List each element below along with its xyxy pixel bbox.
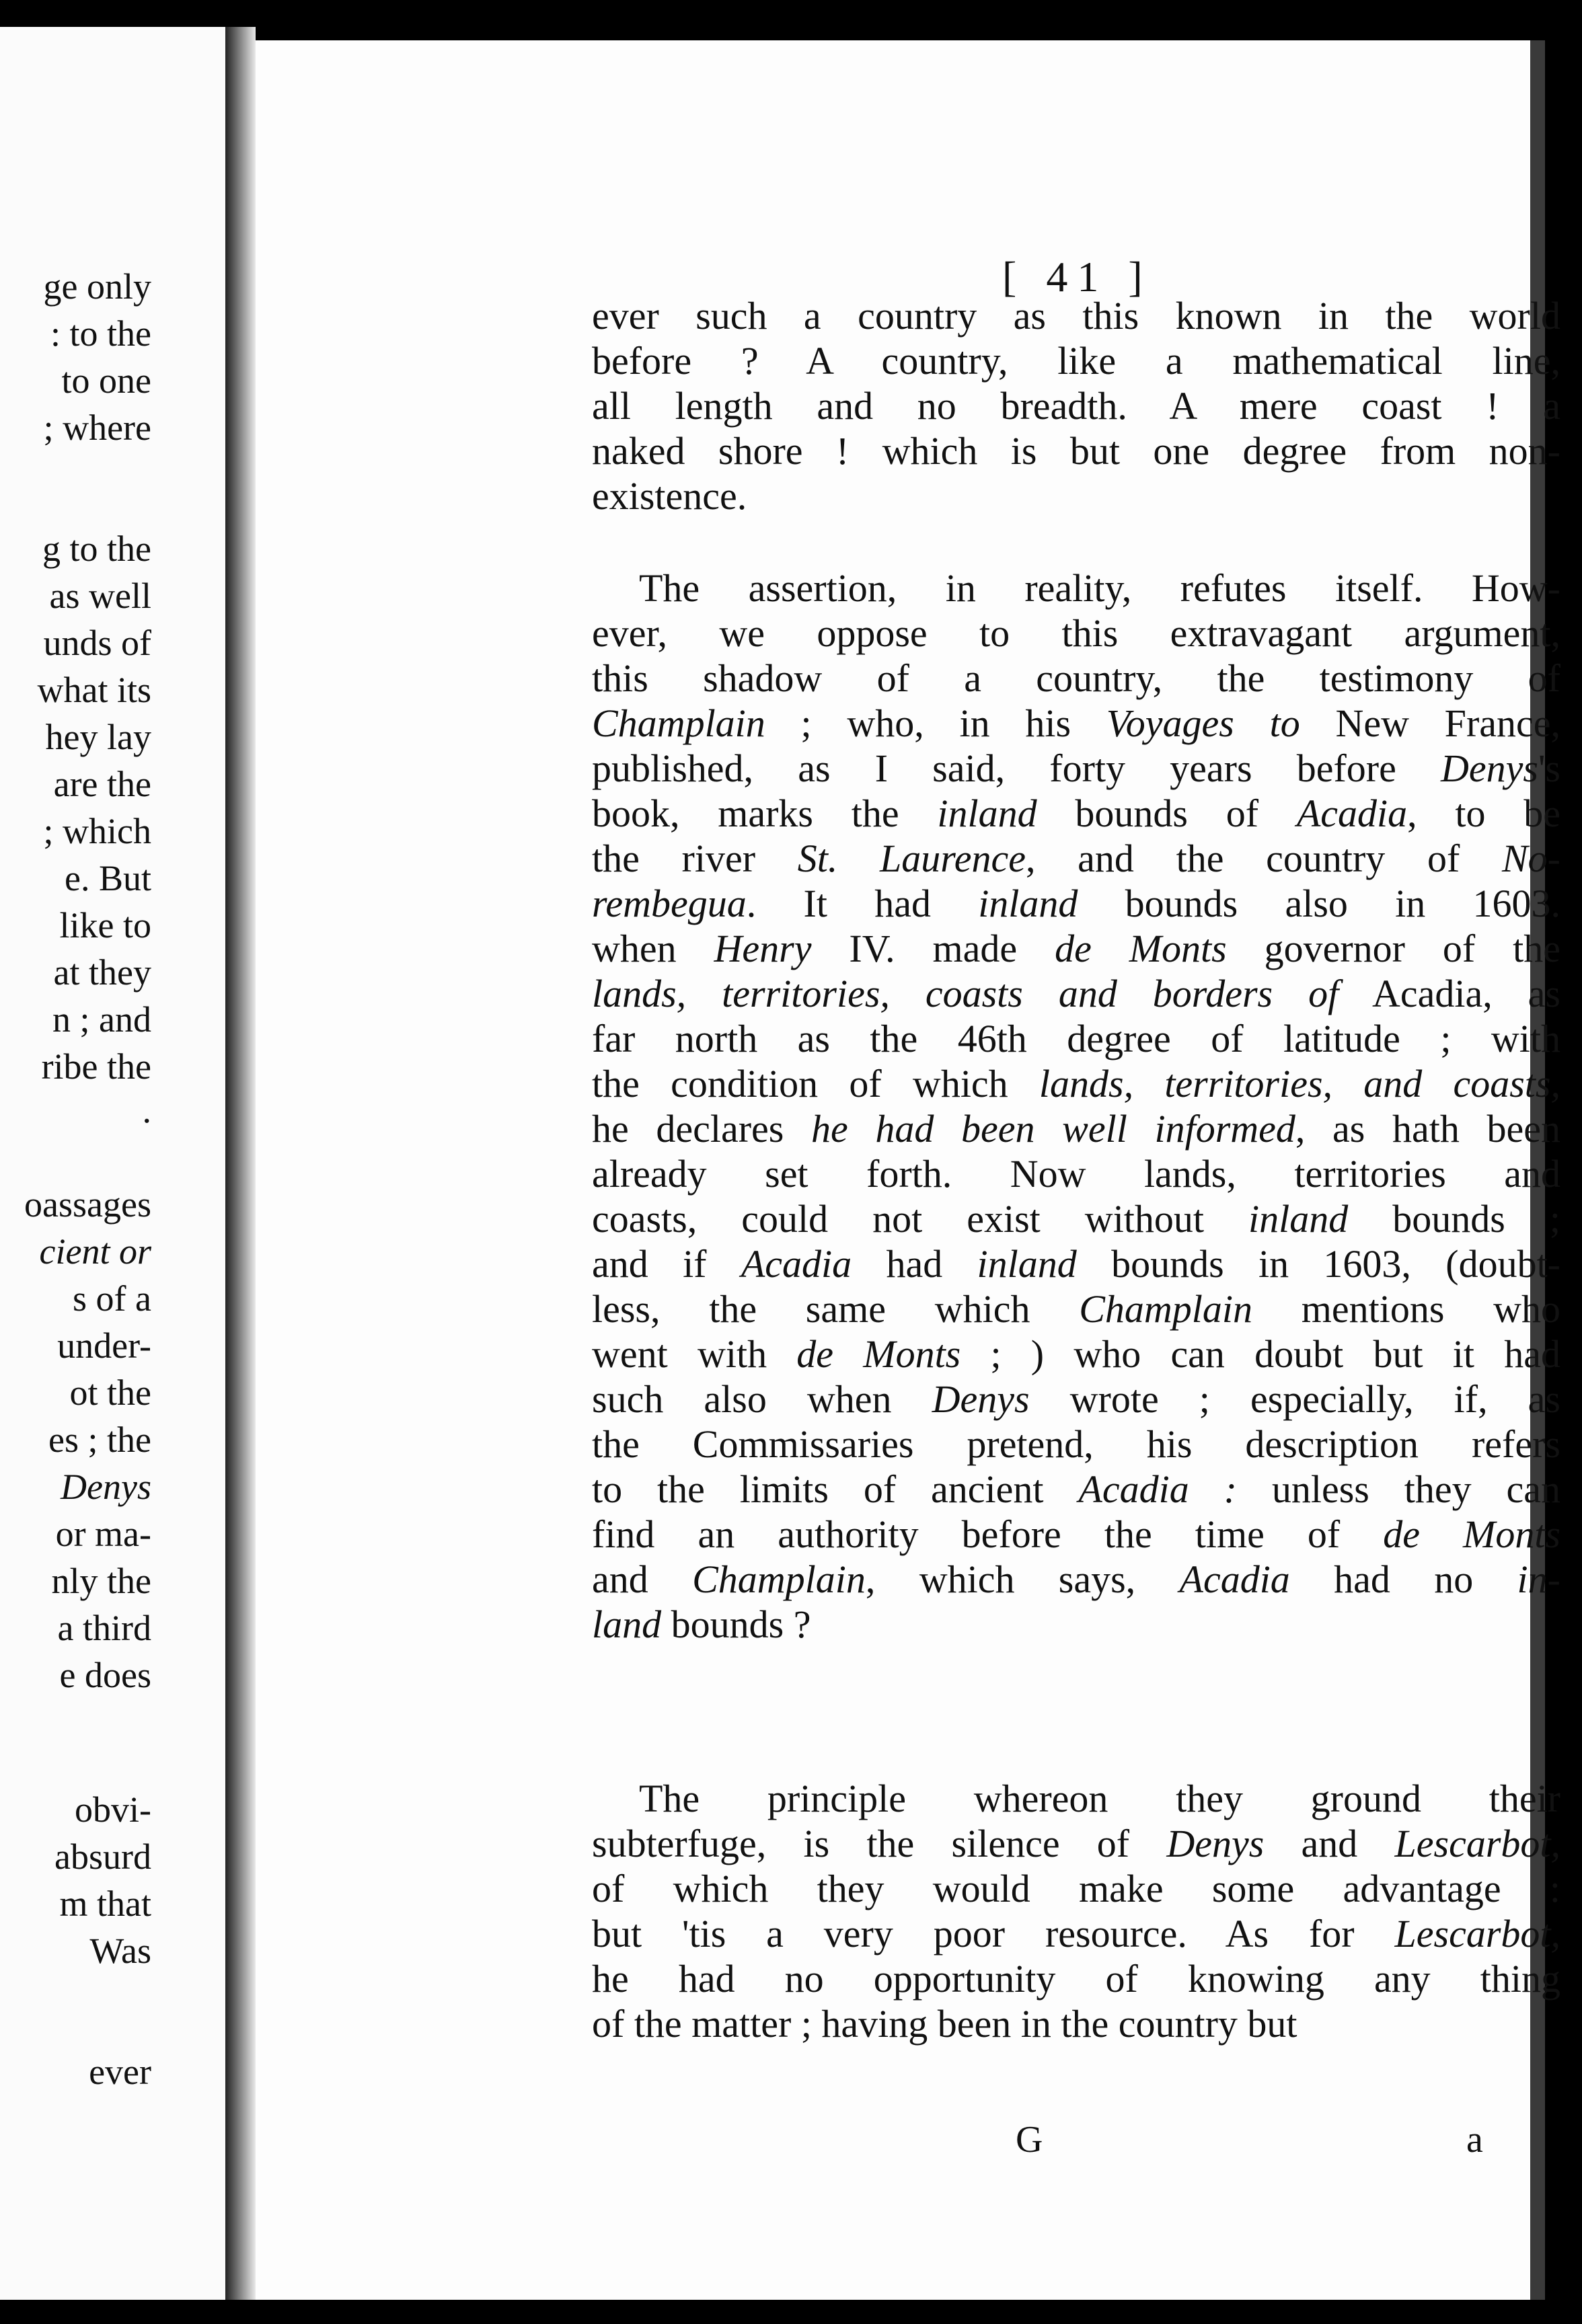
previous-page-line: e. But — [65, 858, 151, 898]
body-line: of the matter ; having been in the country but — [592, 2002, 1297, 2046]
body-line: he had no opportunity of knowing any thing — [592, 1957, 1560, 2001]
body-line: this shadow of a country, the testimony of — [592, 656, 1560, 700]
body-line: land bounds ? — [592, 1602, 811, 1646]
body-line: find an authority before the time of de Monts — [592, 1512, 1560, 1556]
body-line: the Commissaries pretend, his description refers — [592, 1422, 1560, 1466]
body-line: less, the same which Champlain mentions who — [592, 1287, 1560, 1331]
body-line: The assertion, in reality, refutes itself. How- — [639, 566, 1560, 610]
previous-page-line: are the — [53, 764, 151, 804]
previous-page-line: unds of — [43, 623, 151, 663]
previous-page-line: Was — [89, 1931, 151, 1971]
body-line: but 'tis a very poor resource. As for Lescarbot, — [592, 1912, 1560, 1955]
body-line: lands, territories, coasts and borders of Acadia, as — [592, 972, 1560, 1015]
body-line: already set forth. Now lands, territories and — [592, 1152, 1560, 1196]
signature-mark: G — [1016, 2119, 1043, 2161]
previous-page-line: a third — [57, 1608, 151, 1648]
body-line: coasts, could not exist without inland bounds ; — [592, 1197, 1560, 1241]
previous-page-line: absurd — [54, 1836, 151, 1877]
body-line: far north as the 46th degree of latitude ; with — [592, 1017, 1560, 1060]
previous-page-fragment — [0, 27, 229, 2300]
previous-page-line: g to the — [42, 529, 151, 569]
body-line: and if Acadia had inland bounds in 1603, (doubt- — [592, 1242, 1560, 1286]
book-gutter — [225, 27, 256, 2300]
body-line: ever such a country as this known in the world — [592, 294, 1560, 338]
body-line: the river St. Laurence, and the country of No- — [592, 837, 1560, 880]
body-line: Champlain ; who, in his Voyages to New France, — [592, 701, 1560, 745]
body-line: when Henry IV. made de Monts governor of the — [592, 927, 1560, 970]
previous-page-line: ; which — [43, 811, 151, 851]
previous-page-line: s of a — [73, 1278, 151, 1319]
body-line: existence. — [592, 474, 747, 518]
body-line: all length and no breadth. A mere coast ! a — [592, 384, 1560, 428]
previous-page-line: . — [142, 1090, 151, 1130]
previous-page-line: ot the — [69, 1372, 151, 1413]
previous-page-line: or ma- — [55, 1514, 151, 1554]
body-line: of which they would make some advantage : — [592, 1867, 1560, 1910]
body-line: rembegua. It had inland bounds also in 1603. — [592, 882, 1560, 925]
body-line: such also when Denys wrote ; especially, if, as — [592, 1377, 1560, 1421]
previous-page-line: obvi- — [75, 1789, 151, 1830]
previous-page-line: hey lay — [45, 717, 151, 757]
catchword: a — [1466, 2119, 1483, 2161]
current-page — [256, 40, 1561, 2300]
previous-page-line: Denys — [61, 1467, 151, 1507]
previous-page-line: ; where — [43, 408, 151, 448]
body-line: The principle whereon they ground their — [639, 1777, 1560, 1820]
previous-page-line: ribe the — [41, 1046, 151, 1087]
previous-page-line: what its — [37, 670, 151, 710]
previous-page-line: under- — [57, 1325, 151, 1366]
page-number: [ 41 ] — [1002, 253, 1152, 301]
previous-page-line: ge only — [43, 266, 151, 307]
body-line: published, as I said, forty years before Denys's — [592, 746, 1560, 790]
previous-page-line: at they — [53, 952, 151, 993]
previous-page-line: : to the — [50, 313, 151, 354]
body-line: ever, we oppose to this extravagant argument, — [592, 611, 1560, 655]
previous-page-line: e does — [59, 1655, 151, 1695]
body-line: the condition of which lands, territories, and coasts, — [592, 1062, 1560, 1106]
body-line: to the limits of ancient Acadia : unless they can — [592, 1467, 1560, 1511]
previous-page-line: cient or — [39, 1231, 151, 1272]
body-line: and Champlain, which says, Acadia had no in- — [592, 1557, 1560, 1601]
body-line: subterfuge, is the silence of Denys and Lescarbot, — [592, 1822, 1560, 1865]
body-line: book, marks the inland bounds of Acadia, to be — [592, 791, 1561, 835]
previous-page-line: oassages — [24, 1184, 151, 1225]
previous-page-line: like to — [59, 905, 151, 945]
previous-page-line: as well — [49, 576, 151, 616]
body-line: he declares he had been well informed, as hath been — [592, 1107, 1560, 1151]
previous-page-line: nly the — [51, 1561, 151, 1601]
body-line: went with de Monts ; ) who can doubt but it had — [592, 1332, 1560, 1376]
previous-page-line: n ; and — [52, 999, 151, 1040]
previous-page-line: ever — [89, 2052, 151, 2092]
body-line: naked shore ! which is but one degree from non- — [592, 429, 1560, 473]
previous-page-line: m that — [59, 1884, 151, 1924]
previous-page-line: es ; the — [48, 1420, 151, 1460]
previous-page-line: to one — [61, 360, 151, 401]
body-line: before ? A country, like a mathematical line, — [592, 339, 1560, 383]
